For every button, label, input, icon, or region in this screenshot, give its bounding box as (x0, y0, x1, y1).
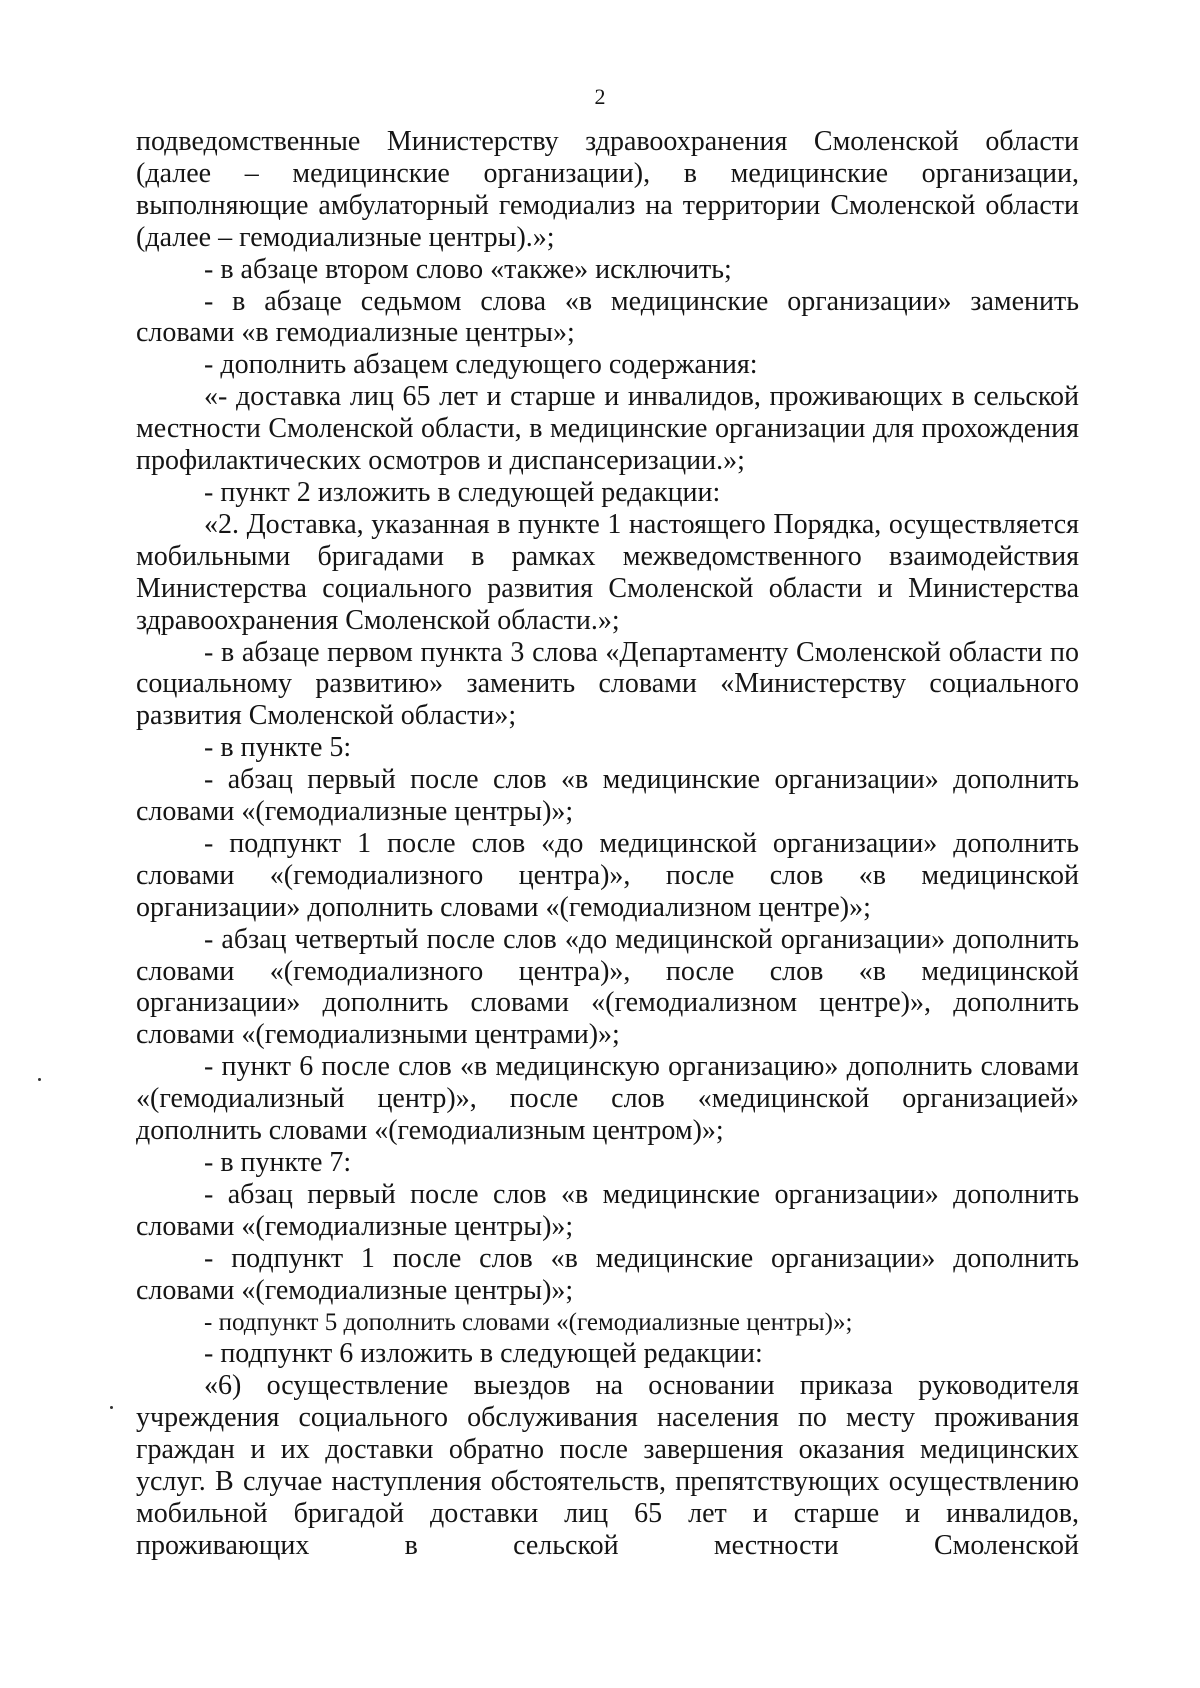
paragraph-19: «6) осуществление выездов на основании приказа руководителя учреждения социального обслуживания населения по месту проживания граждан и их доставки обратно после завершения оказания медицинских услуг. В случае наступления обстоятельств, препятствующих осуществлению мобильной бригадой доставки лиц 65 лет и старше и инвалидов, проживающих в сельской местности Смоленской (136, 1370, 1079, 1561)
paragraph-16: - подпункт 1 после слов «в медицинские организации» дополнить словами «(гемодиализные центры)»; (136, 1242, 1079, 1306)
paragraph-11: - подпункт 1 после слов «до медицинской организации» дополнить словами «(гемодиализного центра)», после слов «в медицинской организации» дополнить словами «(гемодиализном центре)»; (136, 827, 1079, 923)
page-number: 2 (594, 84, 606, 109)
paragraph-9: - в пункте 5: (204, 732, 352, 764)
scan-speck (38, 1078, 41, 1081)
paragraph-5: «- доставка лиц 65 лет и старше и инвалидов, проживающих в сельской местности Смоленской области, в медицинские организации для прохождения профилактических осмотров и диспансеризации.»; (136, 381, 1079, 477)
paragraph-2: - в абзаце втором слово «также» исключить; (204, 253, 732, 285)
paragraph-8: - в абзаце первом пункта 3 слова «Департаменту Смоленской области по социальному развитию» заменить словами «Министерству социального развития Смоленской области»; (136, 636, 1079, 732)
paragraph-15: - абзац первый после слов «в медицинские организации» дополнить словами «(гемодиализные центры)»; (136, 1178, 1079, 1242)
scan-speck (110, 1406, 113, 1409)
paragraph-18: - подпункт 6 изложить в следующей редакции: (204, 1338, 763, 1370)
paragraph-4: - дополнить абзацем следующего содержания: (204, 349, 758, 381)
paragraph-7: «2. Доставка, указанная в пункте 1 настоящего Порядка, осуществляется мобильными бригадами в рамках межведомственного взаимодействия Министерства социального развития Смоленской области и Министерства здравоохранения Смоленской области.»; (136, 508, 1079, 636)
paragraph-1: подведомственные Министерству здравоохранения Смоленской области (далее – медицинские организации), в медицинские организации, выполняющие амбулаторный гемодиализ на территории Смоленской области (далее – гемодиализные центры).»; (136, 126, 1079, 253)
paragraph-6: - пункт 2 изложить в следующей редакции: (204, 476, 721, 508)
paragraph-12: - абзац четвертый после слов «до медицинской организации» дополнить словами «(гемодиализного центра)», после слов «в медицинской организации» дополнить словами «(гемодиализном центре)», дополнить словами «(гемодиализными центрами)»; (136, 923, 1079, 1051)
paragraph-14: - в пункте 7: (204, 1147, 352, 1178)
paragraph-3: - в абзаце седьмом слова «в медицинские организации» заменить словами «в гемодиализные центры»; (136, 285, 1079, 349)
paragraph-17: - подпункт 5 дополнить словами «(гемодиализные центры)»; (204, 1308, 853, 1336)
paragraph-10: - абзац первый после слов «в медицинские организации» дополнить словами «(гемодиализные центры)»; (136, 764, 1079, 828)
paragraph-13: - пункт 6 после слов «в медицинскую организацию» дополнить словами «(гемодиализный центр)», после слов «медицинской организацией» дополнить словами «(гемодиализным центром)»; (136, 1051, 1079, 1147)
document-body (136, 126, 1079, 1562)
